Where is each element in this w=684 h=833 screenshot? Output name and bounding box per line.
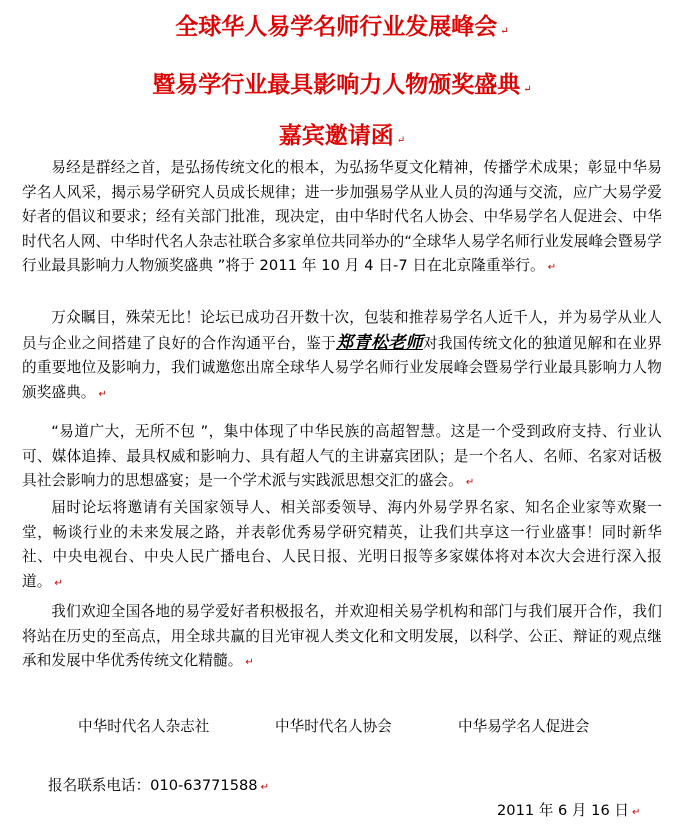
title-line-3 <box>0 117 684 150</box>
contact-phone-text: 报名联系电话：010-63771588 <box>48 777 258 794</box>
organizer-promotion-society: 中华易学名人促进会 <box>458 718 590 735</box>
paragraph-mark-icon: ↵ <box>245 657 254 669</box>
paragraph-attendees-text: 届时论坛将邀请有关国家领导人、相关部委领导、海内外易学界名家、知名企业家等欢聚一堂，畅谈行业的未来发展之路，并表彰优秀易学研究精英，让我们共享这一行业盛事！同时新华社、中央电视台、中央人民广播电台、人民日报、光明日报等多家媒体将对本次大会进行深入报道。 <box>22 499 662 590</box>
document-date <box>497 799 640 820</box>
paragraph-welcome <box>22 600 662 676</box>
paragraph-mark-icon: ↵ <box>54 577 63 589</box>
paragraph-mark-icon: ↵ <box>547 262 557 274</box>
paragraph-mark-icon: ↵ <box>631 807 641 818</box>
paragraph-attendees <box>22 496 662 596</box>
document-date-text: 2011 年 6 月 16 日 <box>497 802 629 819</box>
paragraph-invitation-text-before: 万众瞩目，殊荣无比！论坛已成功召开数十次，包装和推荐易学名人近千人，并为易学从业人员与企业之间搭建了良好的合作沟通平台，鉴于 <box>22 309 662 352</box>
organizer-association: 中华时代名人协会 <box>275 718 392 735</box>
paragraph-intro <box>22 156 662 281</box>
paragraph-wisdom-text: “易道广大，无所不包 ”，集中体现了中华民族的高超智慧。这是一个受到政府支持、行业认可、媒体追捧、最具权威和影响力、具有超人气的主讲嘉宾团队；是一个名人、名师、名家对话极具社会影响力的思想盛宴；是一个学术派与实践派思想交汇的盛会。 <box>22 423 662 490</box>
paragraph-mark-icon: ↵ <box>465 477 475 489</box>
paragraph-invitation-text-after: 对我国传统文化的独道见解和在业界的重要地位及影响力，我们诚邀您出席全球华人易学名师行业发展峰会暨易学行业最具影响力人物颁奖盛典。 <box>22 334 662 401</box>
paragraph-intro-text: 易经是群经之首，是弘扬传统文化的根本，为弘扬华夏文化精神，传播学术成果；彰显中华易学名人风采，揭示易学研究人员成长规律；进一步加强易学从业人员的沟通与交流，应广大易学爱好者的倡议和要求；经有关部门批准，现决定，由中华时代名人协会、中华易学名人促进会、中华时代名人网、中华时代名人杂志社联合多家单位共同举办的“全球华人易学名师行业发展峰会暨易学行业最具影响力人物颁奖盛典 ”将于 2011 年 10 月 4 日-7 日在北京隆重举行。 <box>22 159 662 275</box>
paragraph-wisdom <box>22 420 662 496</box>
title-line-1-text: 全球华人易学名师行业发展峰会 <box>175 13 498 40</box>
title-line-3-text: 嘉宾邀请函 <box>278 122 394 149</box>
paragraph-mark-icon: ↵ <box>523 84 532 95</box>
invitee-name: 郑青松老师 <box>336 332 423 353</box>
paragraph-mark-icon: ↵ <box>260 782 269 793</box>
title-line-2-text: 暨易学行业最具影响力人物颁奖盛典 <box>152 71 521 98</box>
paragraph-invitation <box>22 306 662 407</box>
paragraph-mark-icon: ↵ <box>500 26 509 37</box>
title-line-1 <box>0 8 684 41</box>
title-line-2 <box>0 66 684 99</box>
paragraph-mark-icon: ↵ <box>396 135 406 146</box>
contact-phone <box>48 774 269 795</box>
paragraph-mark-icon: ↵ <box>98 388 107 400</box>
paragraph-welcome-text: 我们欢迎全国各地的易学爱好者积极报名，并欢迎相关易学机构和部门与我们展开合作，我们将站在历史的至高点，用全球共赢的目光审视人类文化和文明发展，以科学、公正、辩证的观点继承和发展中华优秀传统文化精髓。 <box>22 603 662 670</box>
organizer-magazine: 中华时代名人杂志社 <box>78 718 210 735</box>
